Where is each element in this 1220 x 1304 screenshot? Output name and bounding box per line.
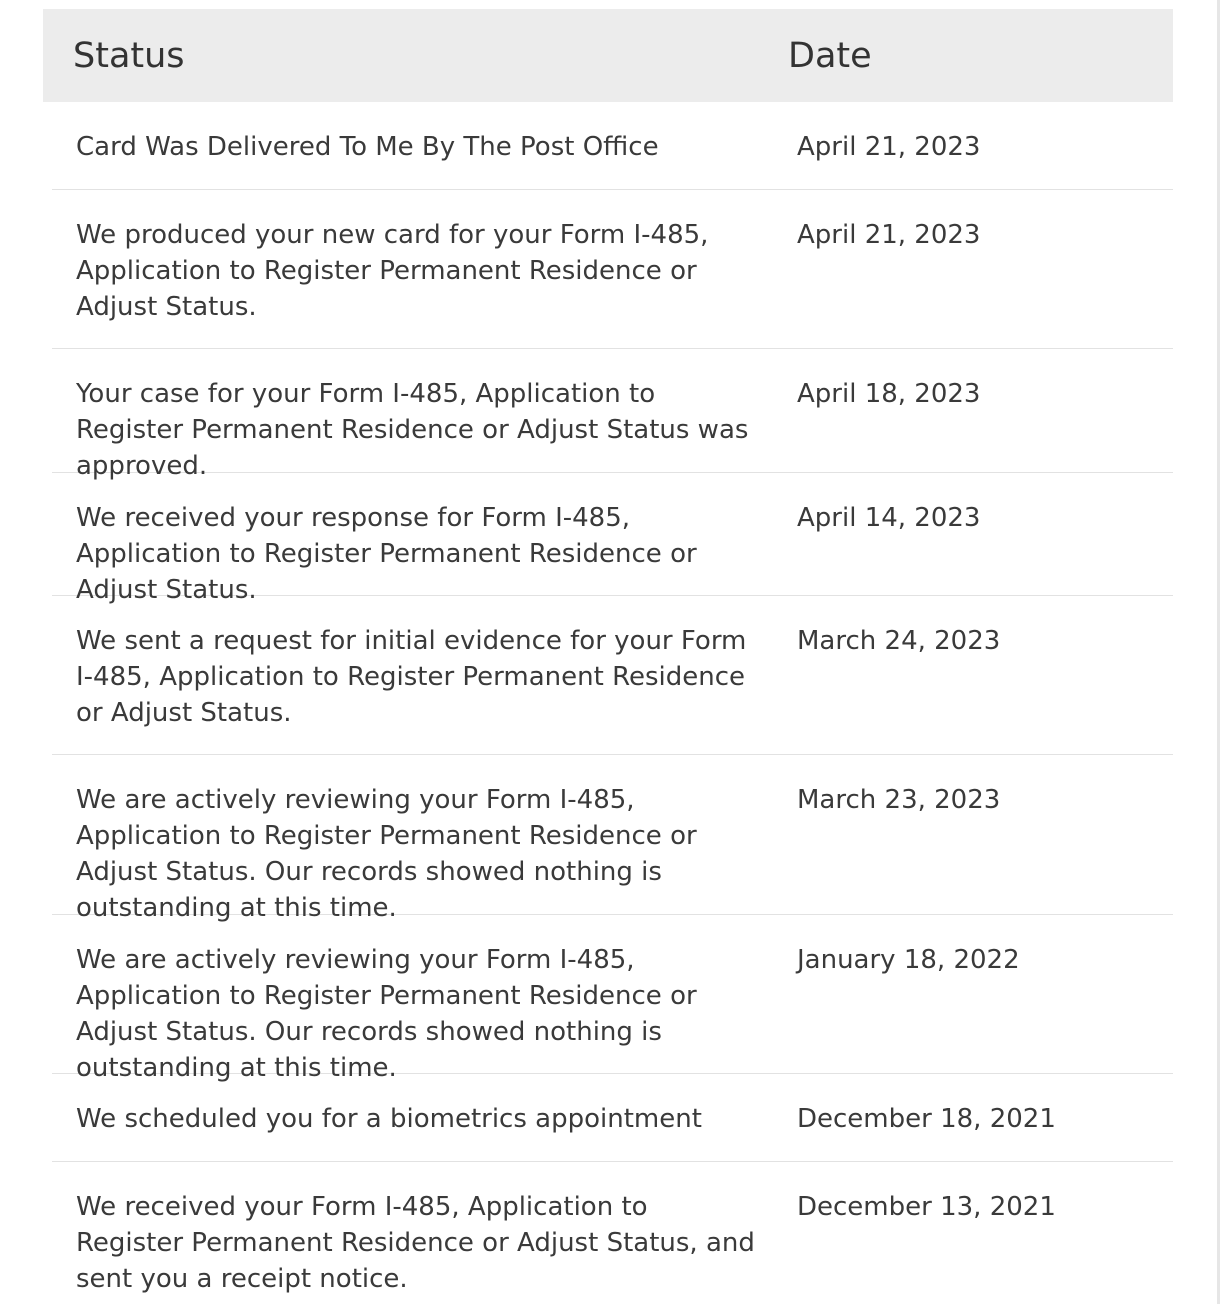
date-cell: December 18, 2021	[797, 1104, 1056, 1134]
table-row	[52, 1162, 1173, 1302]
date-cell: April 14, 2023	[797, 503, 981, 533]
status-cell: We scheduled you for a biometrics appointment	[76, 1104, 702, 1134]
date-cell: April 18, 2023	[797, 379, 981, 409]
table-row	[52, 755, 1173, 923]
status-cell: Card Was Delivered To Me By The Post Office	[76, 132, 659, 162]
table-header	[43, 9, 1173, 102]
date-cell: March 24, 2023	[797, 626, 1001, 656]
status-cell: We are actively reviewing your Form I-485, Application to Register Permanent Residence or Adjust Status. Our records showed nothing is outstanding at this time.	[76, 785, 697, 923]
date-cell: December 13, 2021	[797, 1192, 1056, 1222]
table-row	[52, 1074, 1173, 1162]
table-row	[52, 473, 1173, 605]
date-cell: January 18, 2022	[797, 945, 1020, 975]
table-row	[52, 915, 1173, 1083]
status-cell: We received your response for Form I-485, Application to Register Permanent Residence or Adjust Status.	[76, 503, 697, 605]
case-history-table	[43, 9, 1173, 1302]
table-row	[52, 349, 1173, 481]
table-row	[52, 102, 1173, 190]
table-row	[52, 596, 1173, 755]
date-cell: April 21, 2023	[797, 220, 981, 250]
column-header-status: Status	[73, 35, 185, 76]
table-body	[52, 102, 1173, 1302]
status-cell: We are actively reviewing your Form I-485, Application to Register Permanent Residence or Adjust Status. Our records showed nothing is outstanding at this time.	[76, 945, 697, 1083]
status-cell: Your case for your Form I-485, Application to Register Permanent Residence or Adjust Status was approved.	[76, 379, 749, 481]
table-row	[52, 190, 1173, 349]
column-header-date: Date	[788, 35, 872, 76]
date-cell: April 21, 2023	[797, 132, 981, 162]
status-cell: We received your Form I-485, Application to Register Permanent Residence or Adjust Status, and sent you a receipt notice.	[76, 1192, 755, 1294]
status-cell: We produced your new card for your Form I-485, Application to Register Permanent Residence or Adjust Status.	[76, 220, 709, 322]
date-cell: March 23, 2023	[797, 785, 1001, 815]
status-cell: We sent a request for initial evidence for your Form I-485, Application to Register Permanent Residence or Adjust Status.	[76, 626, 747, 728]
